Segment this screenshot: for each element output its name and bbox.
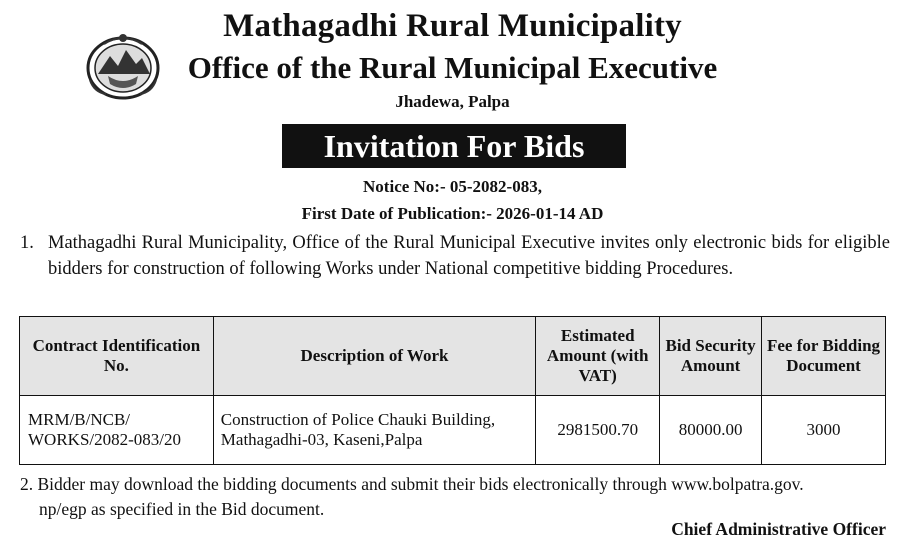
table-row [20,396,886,465]
municipality-title: Mathagadhi Rural Municipality [223,8,682,44]
signature: Chief Administrative Officer [671,519,886,539]
cell-estimated-amount: 2981500.70 [536,396,660,465]
table-header-row [20,317,886,396]
header-estimated-amount: Estimated Amount (with VAT) [536,317,660,396]
header-bid-security: Bid Security Amount [660,317,762,396]
address: Jhadewa, Palpa [395,92,510,111]
notice-number: Notice No:- 05-2082-083, [363,177,542,196]
header-fee: Fee for Bidding Document [762,317,886,396]
cell-bid-security: 80000.00 [660,396,762,465]
paragraph-2-line-1: 2. Bidder may download the bidding documents and submit their bids electronically through www.bolpatra.gov. [20,474,804,494]
bids-table [19,316,886,465]
paragraph-2-line-2: np/egp as specified in the Bid document. [39,499,325,519]
cell-description: Construction of Police Chauki Building, Mathagadhi-03, Kaseni,Palpa [213,396,535,465]
header-description: Description of Work [213,317,535,396]
paragraph-1-number: 1. [20,233,34,253]
paragraph-2 [20,472,886,522]
paragraph-1-text: Mathagadhi Rural Municipality, Office of the Rural Municipal Executive invites only electronic bids for eligible bidders for construction of following Works under National competitive bidding Procedures. [48,233,890,279]
publication-date: First Date of Publication:- 2026-01-14 AD [301,204,604,223]
office-title: Office of the Rural Municipal Executive [187,50,718,85]
cell-fee: 3000 [762,396,886,465]
cell-contract-id: MRM/B/NCB/ WORKS/2082-083/20 [20,396,214,465]
paragraph-1 [18,230,890,282]
banner-heading: Invitation For Bids [282,124,626,168]
header-contract-id: Contract Identification No. [20,317,214,396]
